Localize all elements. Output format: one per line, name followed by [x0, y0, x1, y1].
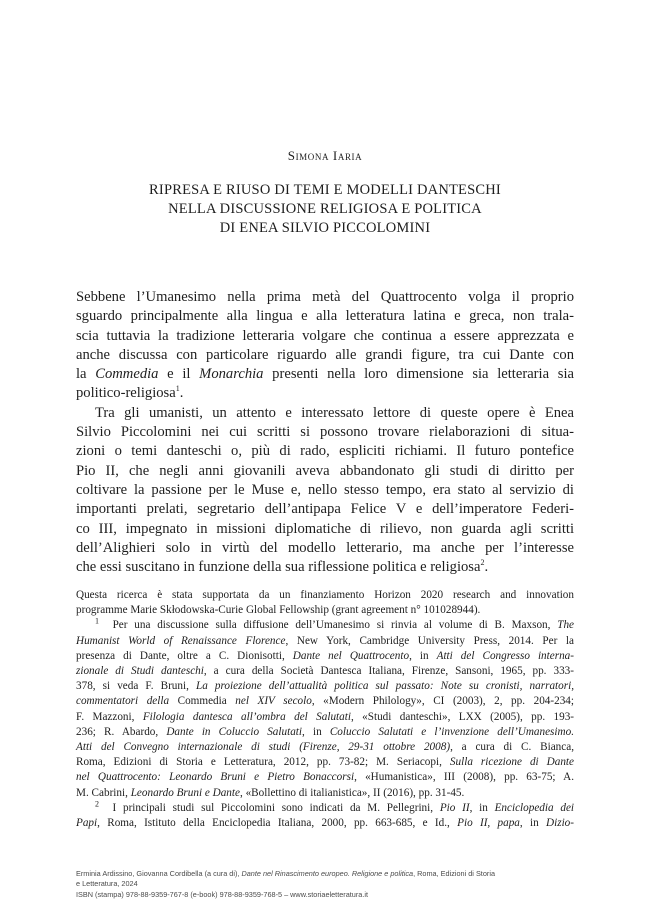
- footer-line: e Letteratura, 2024: [76, 879, 138, 889]
- footnote-line: $^2$ I principali studi sul Piccolomini sono indicati da M. Pellegrini, Pio II, in Enciclopedia dei: [95, 799, 575, 814]
- body-line: scia tuttavia la tradizione letteraria volgare che continua a essere apprezzata e: [76, 327, 574, 344]
- body-line: sguardo principalmente alla lingua e alla letteratura latina e greca, non trala-: [76, 308, 574, 325]
- footnote-line: commentatori della Commedia nel XIV secolo, «Modern Philology», CI (2003), 2, pp. 204-234;: [76, 695, 574, 708]
- footnote-line: Papi, Roma, Istituto della Enciclopedia Italiana, 2000, pp. 663-685, e Id., Pio II, papa, in Dizio-: [76, 817, 574, 830]
- funding-note-line: Questa ricerca è stata supportata da un finanziamento Horizon 2020 research and innovation: [76, 589, 574, 601]
- title-line: RIPRESA E RIUSO DI TEMI E MODELLI DANTESCHI: [149, 182, 501, 198]
- body-line: che essi suscitano in funzione della sua riflessione politica e religiosa$^2$.: [76, 558, 489, 576]
- body-line: Silvio Piccolomini nei cui scritti si possono trovare rielaborazioni di situa-: [76, 424, 574, 441]
- footnote-line: 236; R. Abardo, Dante in Coluccio Salutati, in Coluccio Salutati e l’invenzione dell’Umanesimo.: [76, 725, 574, 738]
- footnote-line: 378, si veda F. Bruni, La proiezione dell’attualità politica sul passato: Note su cronisti, narratori,: [76, 680, 574, 693]
- body-line: politico-religiosa$^1$.: [76, 384, 184, 402]
- title-line: DI ENEA SILVIO PICCOLOMINI: [219, 220, 431, 236]
- footnote-number: 2: [95, 799, 99, 809]
- footnote-line: Atti del Convegno internazionale di studi (Firenze, 29-31 ottobre 2008), a cura di C. Bianca,: [76, 741, 574, 754]
- funding-note-line: programme Marie Skłodowska-Curie Global Fellowship (grant agreement n° 101028944).: [76, 604, 481, 617]
- footnote-line: F. Mazzoni, Filologia dantesca all’ombra del Salutati, «Studi danteschi», LXX (2005), pp. 193-: [76, 710, 575, 723]
- body-text: [76, 288, 574, 577]
- footer-isbn: ISBN (stampa) 978-88-9359-767-8 (e-book) 978-88-9359-768-5 – www.storiaeletteratura.it: [76, 889, 369, 899]
- footnotes: [76, 588, 574, 831]
- footnote-line: presenza di Dante, oltre a C. Dionisotti, Dante nel Quattrocento, in Atti del Congresso interna-: [76, 649, 574, 662]
- body-line: Tra gli umanisti, un attento e interessato lettore di queste opere è Enea: [95, 404, 574, 421]
- author-name: Simona Iaria: [287, 148, 363, 163]
- footnote-line: Humanist World of Renaissance Florence, New York, Cambridge University Press, 2014. Per la: [76, 634, 574, 647]
- body-line: co III, impegnato in missioni diplomatiche di rilievo, non guarda agli scritti: [76, 520, 574, 537]
- footnote-line: M. Cabrini, Leonardo Bruni e Dante, «Bollettino di italianistica», II (2016), pp. 31-45.: [76, 786, 465, 799]
- work-title: Monarchia: [199, 366, 264, 383]
- body-line: Pio II, che negli anni giovanili aveva abbandonato gli studi di diritto per: [76, 462, 574, 479]
- publication-footer: [76, 869, 576, 900]
- body-line: la Commedia e il Monarchia presenti nella loro dimensione sia letteraria sia: [76, 366, 574, 383]
- footnote-number: 1: [95, 616, 99, 626]
- footnote-line: zionale di Studi danteschi, a cura della Società Dantesca Italiana, Firenze, Sansoni, 1965, pp. 333-: [76, 665, 574, 678]
- work-title: Commedia: [95, 366, 159, 383]
- body-line: anche discussa con particolare riguardo alle grandi figure, tra cui Dante con: [76, 346, 574, 363]
- body-line: zioni o temi danteschi o, più di rado, espliciti richiami. Il futuro pontefice: [76, 443, 574, 460]
- footnote-line: Roma, Edizioni di Storia e Letteratura, 2012, pp. 73-82; M. Seriacopi, Sulla ricezione di Dante: [76, 756, 574, 769]
- footnote-ref[interactable]: 1: [175, 384, 180, 394]
- article-title: [0, 181, 650, 238]
- footnote-ref[interactable]: 2: [480, 558, 485, 568]
- body-line: dell’Alighieri solo in virtù del modello letterario, ma anche per l’interesse: [76, 539, 574, 556]
- body-line: coltivare la passione per le Muse e, nello stesso tempo, era stato al servizio di: [76, 481, 574, 498]
- title-line: NELLA DISCUSSIONE RELIGIOSA E POLITICA: [168, 201, 482, 217]
- footnote-line: $^1$ Per una discussione sulla diffusione dell’Umanesimo si rinvia al volume di B. Maxson, The: [95, 616, 574, 632]
- footnote-line: nel Quattrocento: Leonardo Bruni e Pietro Bonaccorsi, «Humanistica», III (2008), pp. 63-75; A.: [76, 771, 575, 784]
- footer-line: Erminia Ardissino, Giovanna Cordibella (a cura di), Dante nel Rinascimento europeo. Religione e politica, Roma, Edizioni di Storia: [76, 869, 496, 878]
- body-line: importanti prelati, segretario dell’antipapa Felice V e dell’imperatore Federi-: [76, 501, 574, 518]
- body-line: Sebbene l’Umanesimo nella prima metà del Quattrocento volga il proprio: [76, 289, 574, 305]
